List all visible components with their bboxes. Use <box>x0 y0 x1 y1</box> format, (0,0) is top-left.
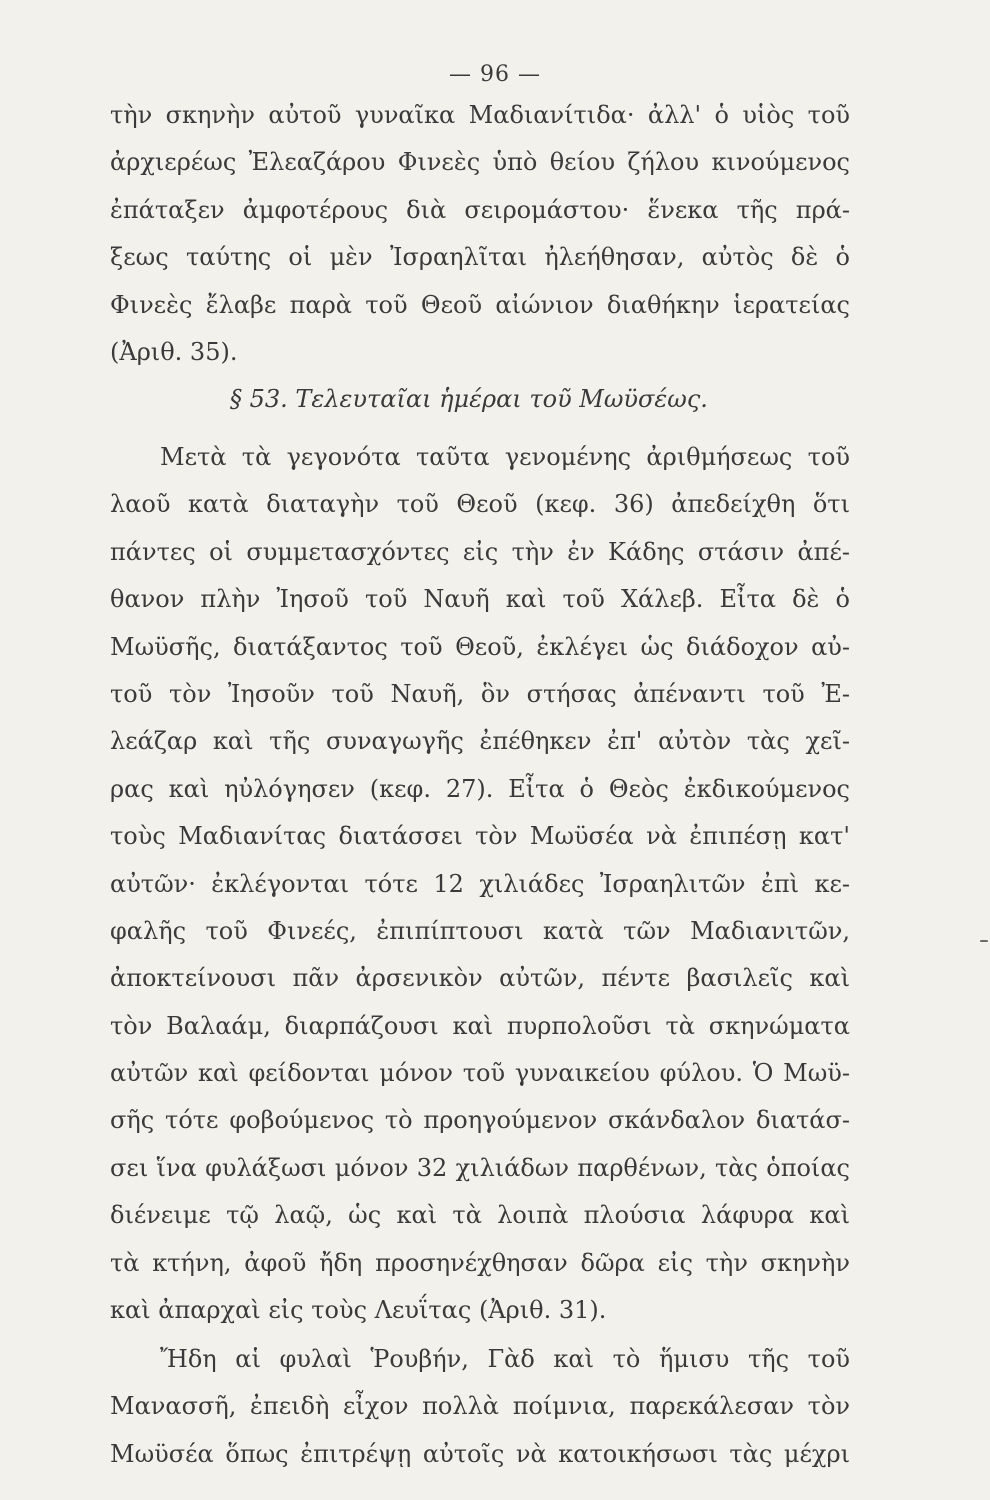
text-line: ρας καὶ ηὐλόγησεν (κεφ. 27). Εἶτα ὁ Θεὸς ἐκδικούμενος <box>110 774 850 803</box>
text-line: ἀρχιερέως Ἐλεαζάρου Φινεὲς ὑπὸ θείου ζήλου κινούμενος <box>110 148 850 177</box>
text-line: καὶ ἀπαρχαὶ εἰς τοὺς Λευΐτας (Ἀριθ. 31). <box>110 1296 607 1325</box>
text-line: Μωϋσέα ὅπως ἐπιτρέψῃ αὐτοῖς νὰ κατοικήσωσι τὰς μέχρι <box>110 1439 850 1468</box>
text-line: θανον πλὴν Ἰησοῦ τοῦ Ναυῆ καὶ τοῦ Χάλεβ. Εἶτα δὲ ὁ <box>110 585 850 614</box>
text-line: αὐτῶν καὶ φείδονται μόνον τοῦ γυναικείου φύλου. Ὁ Μωϋ- <box>110 1059 850 1088</box>
text-line: Μανασσῆ, ἐπειδὴ εἶχον πολλὰ ποίμνια, παρεκάλεσαν τὸν <box>110 1392 850 1421</box>
text-line: τὸν Βαλαάμ, διαρπάζουσι καὶ πυρπολοῦσι τὰ σκηνώματα <box>110 1011 850 1040</box>
paragraph-1 <box>110 92 850 376</box>
text-line: φαλῆς τοῦ Φινεές, ἐπιπίπτουσι κατὰ τῶν Μαδιανιτῶν, <box>110 916 850 945</box>
paper-speck <box>980 940 988 942</box>
section-heading: § 53. Τελευταῖαι ἡμέραι τοῦ Μωϋσέως. <box>230 385 708 413</box>
section-heading-block <box>110 376 850 423</box>
text-line: αὐτῶν· ἐκλέγονται τότε 12 χιλιάδες Ἰσραηλιτῶν ἐπὶ κε- <box>110 869 850 898</box>
text-line: τὰ κτήνη, ἀφοῦ ἤδη προσηνέχθησαν δῶρα εἰς τὴν σκηνὴν <box>110 1248 850 1277</box>
text-line: Μωϋσῆς, διατάξαντος τοῦ Θεοῦ, ἐκλέγει ὡς διάδοχον αὐ- <box>110 632 850 661</box>
text-line: ἀποκτείνουσι πᾶν ἀρσενικὸν αὐτῶν, πέντε βασιλεῖς καὶ <box>110 964 850 993</box>
text-line: τοῦ τὸν Ἰησοῦν τοῦ Ναυῆ, ὃν στήσας ἀπέναντι τοῦ Ἐ- <box>110 679 850 708</box>
text-line: (Ἀριθ. 35). <box>110 337 238 366</box>
text-line: τοὺς Μαδιανίτας διατάσσει τὸν Μωϋσέα νὰ ἐπιπέσῃ κατ' <box>110 822 850 851</box>
text-line: λαοῦ κατὰ διαταγὴν τοῦ Θεοῦ (κεφ. 36) ἀπεδείχθη ὅτι <box>110 490 850 519</box>
text-line: σῆς τότε φοβούμενος τὸ προηγούμενον σκάνδαλον διατάσ- <box>110 1106 850 1135</box>
text-line: τὴν σκηνὴν αὐτοῦ γυναῖκα Μαδιανίτιδα· ἀλλ' ὁ υἱὸς τοῦ <box>110 101 850 129</box>
text-line: Φινεὲς ἔλαβε παρὰ τοῦ Θεοῦ αἰώνιον διαθήκην ἱερατείας <box>110 290 850 319</box>
text-line: πάντες οἱ συμμετασχόντες εἰς τὴν ἐν Κάδης στάσιν ἀπέ- <box>110 537 850 566</box>
page-number: — 96 — <box>449 62 541 87</box>
text-line: ἐπάταξεν ἀμφοτέρους διὰ σειρομάστου· ἕνεκα τῆς πρά- <box>110 195 850 224</box>
text-line: σει ἵνα φυλάξωσι μόνον 32 χιλιάδων παρθένων, τὰς ὁποίας <box>110 1153 850 1182</box>
text-line: ξεως ταύτης οἱ μὲν Ἰσραηλῖται ἠλεήθησαν, αὐτὸς δὲ ὁ <box>110 243 850 272</box>
text-line: Μετὰ τὰ γεγονότα ταῦτα γενομένης ἀριθμήσεως τοῦ <box>160 443 850 471</box>
text-line: διένειμε τῷ λαῷ, ὡς καὶ τὰ λοιπὰ πλούσια λάφυρα καὶ <box>110 1201 850 1230</box>
text-line: λεάζαρ καὶ τῆς συναγωγῆς ἐπέθηκεν ἐπ' αὐτὸν τὰς χεῖ- <box>110 727 850 756</box>
paragraph-2 <box>110 434 850 1334</box>
paragraph-3 <box>110 1336 850 1478</box>
text-line: Ἤδη αἱ φυλαὶ Ῥουβήν, Γὰδ καὶ τὸ ἥμισυ τῆς τοῦ <box>160 1345 850 1373</box>
